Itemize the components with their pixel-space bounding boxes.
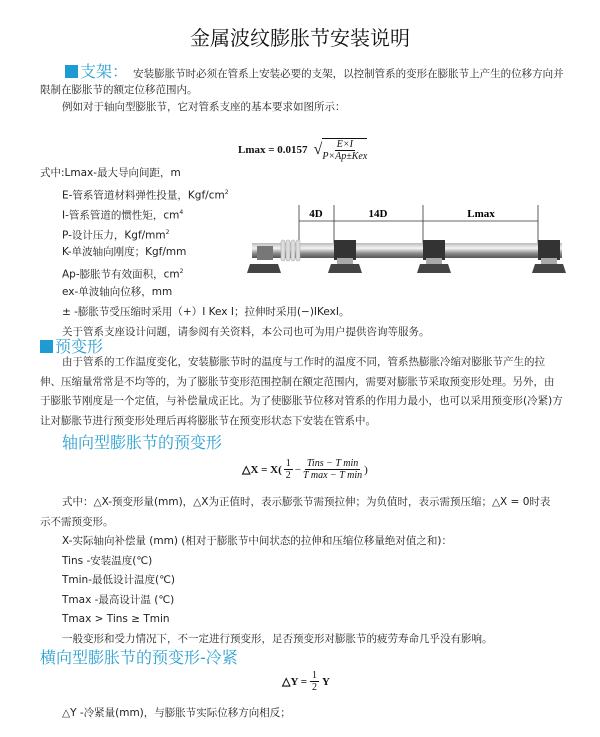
lmax-formula <box>238 138 367 162</box>
predeform-heading: 预变形 <box>40 334 103 357</box>
text-line: X-实际轴向补偿量 (mm) (相对于膨胀节中间状态的拉伸和压缩位移量绝对值之和)： <box>62 535 452 547</box>
support-text-line: 例如对于轴向型膨胀节，它对管系支座的基本要求如图所示： <box>62 101 346 113</box>
text-line: Tmin-最低设计温度(℃) <box>62 574 175 586</box>
axial-formula <box>242 458 368 481</box>
formula-lhs: △Y = <box>282 676 308 688</box>
axial-heading: 轴向型膨胀节的预变形 <box>62 433 223 452</box>
formula-lhs: △X = X( <box>242 464 282 476</box>
def-item: E-管系管道材料弹性投量，Kgf/$cm^2$ <box>62 189 229 202</box>
sqrt-icon: √ <box>313 141 323 158</box>
minus-sign: − <box>294 463 301 476</box>
text-line: △Y -冷紧量(mm)，与膨胀节实际位移方向相反； <box>62 707 291 719</box>
square-bullet-icon <box>65 65 78 78</box>
predeform-paragraph <box>40 355 563 433</box>
support-text-line: 安装膨胀节时必须在管系上安装必要的支架，以控制管系的变形在膨胀节上产生的位移方向并 <box>133 68 564 80</box>
square-bullet-icon <box>40 340 53 353</box>
support-text-line: 限制在膨胀节的额定位移范围内。 <box>40 84 198 96</box>
text-line: 式中：△X-预变形量(mm)，△X为正值时，表示膨张节需预拉伸；为负值时，表示需预压缩；△X = 0时表 <box>62 496 551 508</box>
dim-label-lmax: Lmax <box>467 208 495 220</box>
formula-lhs: Lmax = 0.0157 <box>238 144 308 156</box>
lateral-formula <box>282 670 330 693</box>
text-line: 一般变形和受力情况下，不一定进行预变形，足否预变形对膨胀节的疲劳寿命几乎没有影响。 <box>62 632 493 645</box>
def-item: ex-单波轴向位移，mm <box>62 285 173 298</box>
def-item: ± -膨胀节受压缩时采用（+）I Kex I；拉伸时采用(−)IKexI。 <box>62 305 350 318</box>
text-line: Tmax -最高设计温 (℃) <box>62 593 175 606</box>
numerator: E×I <box>336 139 353 150</box>
def-item: 关于管系支座设计问题，请参阅有关资料，本公司也可为用户提供咨询等服务。 <box>62 325 430 338</box>
dim-label-4d: 4D <box>309 208 323 220</box>
support-diagram <box>245 200 575 280</box>
formula-rhs: Y <box>322 675 330 688</box>
page-title: 金属波纹膨胀节安装说明 <box>190 26 410 50</box>
support-section-heading <box>65 59 564 82</box>
def-item: Ap-膨胀节有效面积，$cm^2$ <box>62 268 184 281</box>
text-line: 示不需预变形。 <box>40 515 114 528</box>
def-item: P-设计压力，Kgf/$mm^2$ <box>62 228 170 242</box>
axial-defs <box>40 495 550 651</box>
denominator: P×Ap±Kex <box>322 151 368 162</box>
dimension-lines <box>299 205 538 245</box>
text-line: 让对膨胀节进行预变形处理后再将膨胀节在预变形状态下安装在管系中。 <box>40 414 376 427</box>
text-line: Tins -安装温度(℃) <box>62 554 153 567</box>
def-item: I-管系管道的惯性矩，$cm^4$ <box>62 208 184 222</box>
half-fraction: $\frac{1}{2}$ <box>285 458 291 481</box>
formula-fraction <box>322 138 367 162</box>
temperature-fraction: $\frac{\text{Tins − T min}}{\text{T max − T min}}$ <box>303 458 363 481</box>
support-heading: 支架： <box>80 62 129 81</box>
def-item: K-单波轴向刚度；Kgf/mm <box>62 246 187 259</box>
text-line: 伸、压缩量常常是不均等的，为了膨胀节变形范围控制在额定范围内，需要对膨胀节采取预变形处理。另外，由 <box>40 375 555 388</box>
text-line: Tmax > Tins ≥ Tmin <box>62 613 170 625</box>
formula-rhs: ) <box>364 463 368 476</box>
lateral-heading: 横向型膨胀节的预变形-冷紧 <box>40 648 238 667</box>
dim-label-14d: 14D <box>368 208 388 220</box>
text-line: 于膨胀节刚度是一个定值，与补偿量成正比。为了使膨胀节位移对管系的作用力最小，也可以采用预变形(冷紧)方 <box>40 395 563 408</box>
half-fraction: $\frac{1}{2}$ <box>312 670 318 693</box>
text-line: 由于管系的工作温度变化，安装膨胀节时的温度与工作时的温度不同，管系热膨胀冷缩对膨胀节产生的拉 <box>62 356 545 368</box>
defs-intro: 式中:Lmax-最大导向间距，m <box>40 167 181 179</box>
